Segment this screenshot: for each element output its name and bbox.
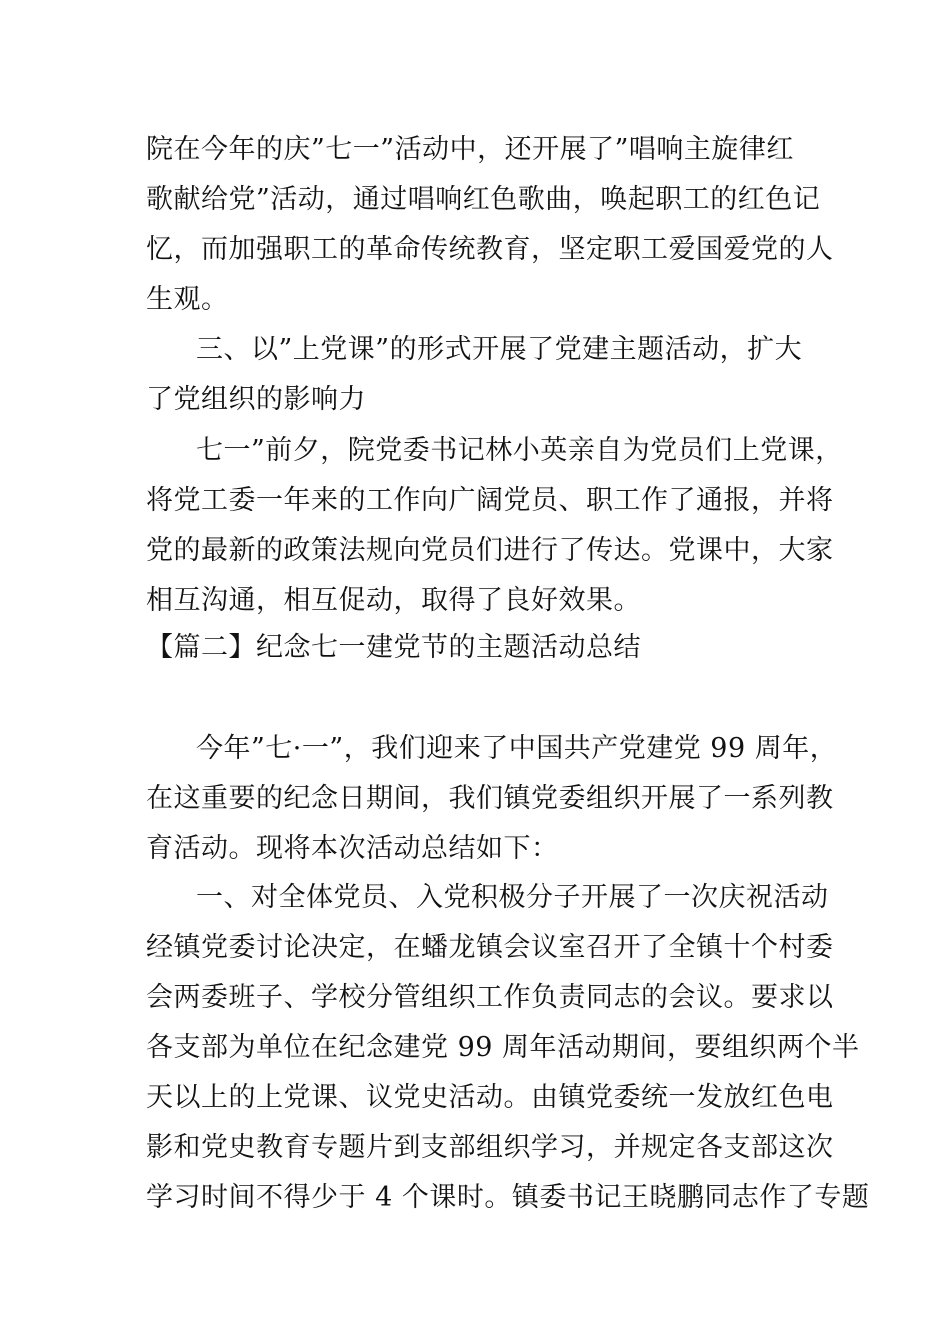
section-title: 【篇二】纪念七一建党节的主题活动总结: [146, 632, 641, 663]
paragraph-line: 影和党史教育专题片到支部组织学习，并规定各支部这次: [146, 1132, 834, 1163]
paragraph-line: 会两委班子、学校分管组织工作负责同志的会议。要求以: [146, 982, 834, 1013]
paragraph-line: 在这重要的纪念日期间，我们镇党委组织开展了一系列教: [146, 783, 834, 814]
paragraph-line: 忆，而加强职工的革命传统教育，坚定职工爱国爱党的人: [146, 234, 834, 265]
section-heading-line: 了党组织的影响力: [146, 384, 366, 415]
paragraph-line: 各支部为单位在纪念建党 99 周年活动期间，要组织两个半: [146, 1032, 860, 1063]
section-heading: 一、对全体党员、入党积极分子开展了一次庆祝活动: [196, 882, 829, 913]
paragraph-line: 经镇党委讨论决定，在蟠龙镇会议室召开了全镇十个村委: [146, 932, 834, 963]
section-heading-line: 三、以”上党课”的形式开展了党建主题活动，扩大: [196, 334, 803, 365]
paragraph-line: 七一”前夕，院党委书记林小英亲自为党员们上党课，: [196, 435, 843, 466]
paragraph-line: 相互沟通，相互促动，取得了良好效果。: [146, 585, 641, 616]
paragraph-line: 将党工委一年来的工作向广阔党员、职工作了通报，并将: [146, 485, 834, 516]
paragraph-line: 党的最新的政策法规向党员们进行了传达。党课中，大家: [146, 535, 834, 566]
paragraph-line: 天以上的上党课、议党史活动。由镇党委统一发放红色电: [146, 1082, 834, 1113]
paragraph-line: 生观。: [146, 284, 229, 315]
paragraph-line: 歌献给党”活动，通过唱响红色歌曲，唤起职工的红色记: [146, 184, 821, 215]
paragraph-line: 学习时间不得少于 4 个课时。镇委书记王晓鹏同志作了专题: [146, 1182, 870, 1213]
paragraph-line: 院在今年的庆”七一”活动中，还开展了”唱响主旋律红: [146, 134, 794, 165]
paragraph-line: 育活动。现将本次活动总结如下：: [146, 833, 559, 864]
paragraph-line: 今年”七·一”，我们迎来了中国共产党建党 99 周年，: [196, 733, 838, 764]
